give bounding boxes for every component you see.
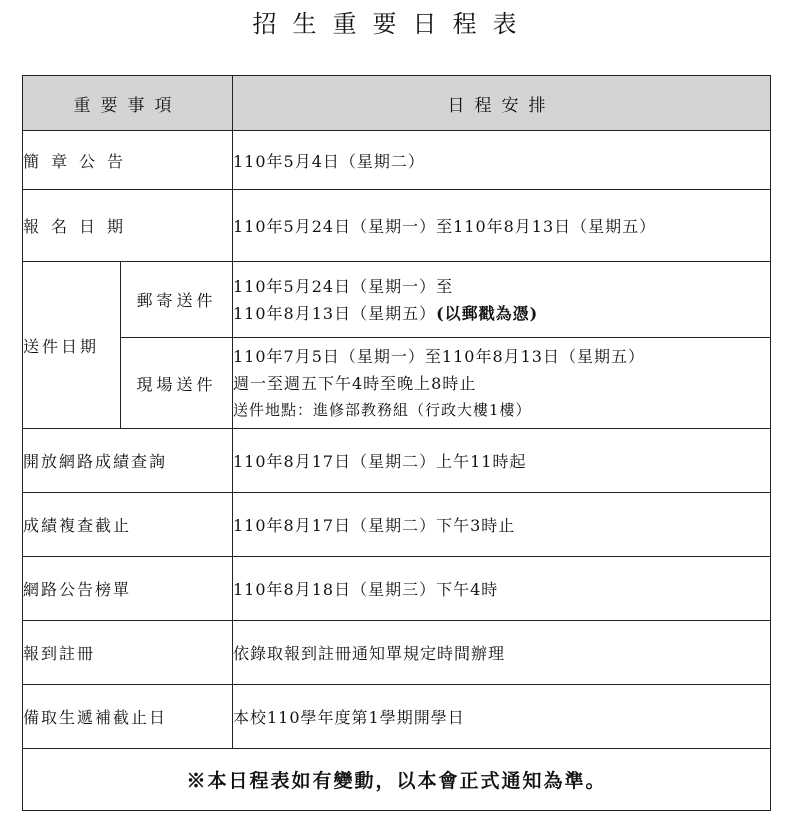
postmark-note: (以郵戳為憑) (436, 303, 539, 323)
row-label-registration: 報名日期 (23, 190, 233, 262)
row-value-brochure: 110年5月4日（星期二） (233, 131, 771, 190)
table-row (23, 262, 771, 338)
schedule-table (22, 75, 771, 811)
header-item: 重要事項 (23, 76, 233, 131)
row-label-score-query: 開放網路成績查詢 (23, 429, 233, 493)
row-value-score-review: 110年8月17日（星期二）下午3時止 (233, 493, 771, 557)
page-title: 招生重要日程表 (252, 10, 533, 38)
table-row (23, 557, 771, 621)
table-row (23, 429, 771, 493)
mail-line-1: 110年5月24日（星期一）至 (233, 276, 454, 296)
row-label-delivery: 送件日期 (23, 262, 121, 429)
mail-line-2 (233, 300, 770, 327)
row-label-brochure: 簡章公告 (23, 131, 233, 190)
row-label-results: 網路公告榜單 (23, 557, 233, 621)
row-value-score-query: 110年8月17日（星期二）上午11時起 (233, 429, 771, 493)
table-row (23, 685, 771, 749)
table-row (23, 338, 771, 429)
row-value-onsite (233, 338, 771, 429)
row-label-onsite: 現場送件 (121, 338, 233, 429)
row-label-score-review: 成績複查截止 (23, 493, 233, 557)
row-value-results: 110年8月18日（星期三）下午4時 (233, 557, 771, 621)
row-value-mail (233, 262, 771, 338)
table-row (23, 621, 771, 685)
header-schedule: 日程安排 (233, 76, 771, 131)
table-row (23, 493, 771, 557)
onsite-line-1: 110年7月5日（星期一）至110年8月13日（星期五） (233, 346, 645, 366)
table-row (23, 131, 771, 190)
mail-line-2-text: 110年8月13日（星期五） (233, 303, 437, 323)
row-value-enrollment: 依錄取報到註冊通知單規定時間辦理 (233, 621, 771, 685)
table-row (23, 190, 771, 262)
row-label-enrollment: 報到註冊 (23, 621, 233, 685)
row-label-waitlist: 備取生遞補截止日 (23, 685, 233, 749)
row-value-waitlist: 本校110學年度第1學期開學日 (233, 685, 771, 749)
table-header-row (23, 76, 771, 131)
onsite-line-2: 週一至週五下午4時至晚上8時止 (233, 373, 477, 393)
row-label-mail: 郵寄送件 (121, 262, 233, 338)
footer-note: ※本日程表如有變動，以本會正式通知為準。 (23, 749, 771, 811)
table-footer-row (23, 749, 771, 811)
row-value-registration: 110年5月24日（星期一）至110年8月13日（星期五） (233, 190, 771, 262)
onsite-line-3: 送件地點：進修部教務組（行政大樓1樓） (233, 400, 532, 419)
